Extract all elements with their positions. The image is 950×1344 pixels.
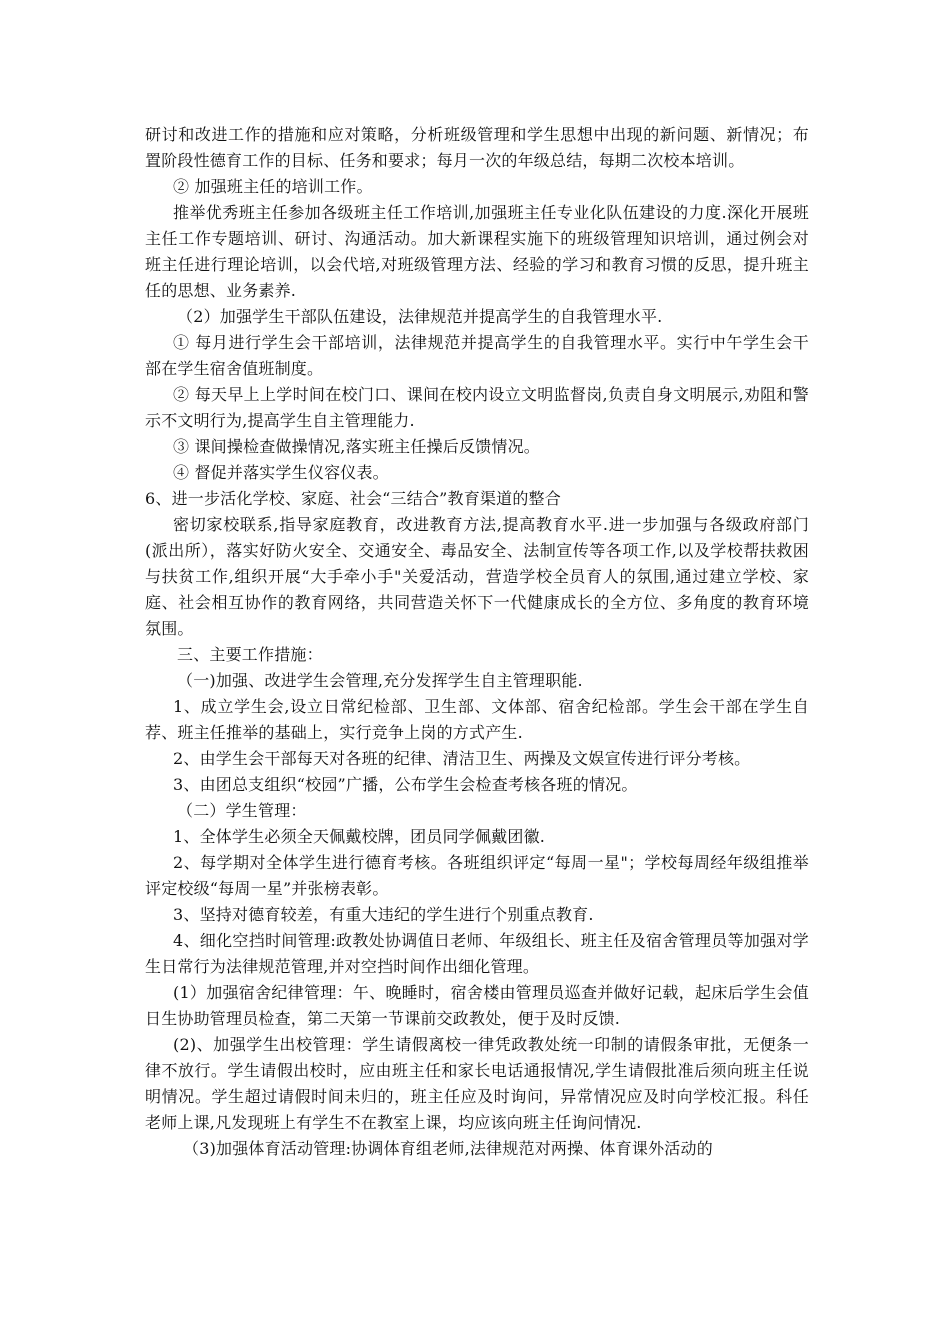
paragraph-union-item-1: 1、成立学生会,设立日常纪检部、卫生部、文体部、宿舍纪检部。学生会干部在学生自荐、班主任推举的基础上，实行竞争上岗的方式产生.: [145, 697, 809, 742]
section-heading-measures: 三、主要工作措施：: [177, 645, 323, 664]
subheading-student-management: （二）学生管理：: [177, 801, 307, 820]
paragraph-meeting-continuation: 研讨和改进工作的措施和应对策略，分析班级管理和学生思想中出现的新问题、新情况；布置阶段性德育工作的目标、任务和要求；每月一次的年级总结，每期二次校本培训。: [145, 125, 809, 170]
paragraph-union-item-3: 3、由团总支组织“校园”广播，公布学生会检查考核各班的情况。: [173, 775, 638, 794]
paragraph-union-item-2: 2、由学生会干部每天对各班的纪律、清洁卫生、两操及文娱宣传进行评分考核。: [173, 749, 751, 768]
paragraph-leave-management: (2)、加强学生出校管理：学生请假离校一律凭政教处统一印制的请假条审批，无便条一律不放行。学生请假出校时，应由班主任和家长电话通报情况,学生请假批准后须向班主任说明情况。学生超过请假时间未归的，班主任应及时询问，异常情况应及时向学校汇报。科任老师上课,凡发现班上有学生不在教室上课，均应该向班主任询问情况.: [145, 1035, 809, 1132]
paragraph-student-cadre-heading: （2）加强学生干部队伍建设，法律规范并提高学生的自我管理水平.: [177, 307, 663, 326]
paragraph-sports-management: （3)加强体育活动管理:协调体育组老师,法律规范对两操、体育课外活动的: [183, 1139, 713, 1158]
paragraph-management-item-3: 3、坚持对德育较差，有重大违纪的学生进行个别重点教育.: [173, 905, 594, 924]
paragraph-cadre-item-4: ④ 督促并落实学生仪容仪表。: [173, 463, 389, 482]
paragraph-management-item-2: 2、每学期对全体学生进行德育考核。各班组织评定“每周一星"；学校每周经年级组推举评定校级“每周一星”并张榜表彰。: [145, 853, 809, 898]
document-body: [145, 122, 809, 1162]
paragraph-cadre-item-3: ③ 课间操检查做操情况,落实班主任操后反馈情况。: [173, 437, 540, 456]
paragraph-cadre-item-2: ② 每天早上上学时间在校门口、课间在校内设立文明监督岗,负责自身文明展示,劝阻和警示不文明行为,提高学生自主管理能力.: [145, 385, 809, 430]
paragraph-teacher-training: 推举优秀班主任参加各级班主任工作培训,加强班主任专业化队伍建设的力度.深化开展班主任工作专题培训、研讨、沟通活动。加大新课程实施下的班级管理知识培训，通过例会对班主任进行理论培训，以会代培,对班级管理方法、经验的学习和教育习惯的反思，提升班主任的思想、业务素养.: [145, 203, 809, 300]
paragraph-management-item-4: 4、细化空挡时间管理:政教处协调值日老师、年级组长、班主任及宿舍管理员等加强对学生日常行为法律规范管理,并对空挡时间作出细化管理。: [145, 931, 809, 976]
paragraph-cadre-item-1: ① 每月进行学生会干部培训，法律规范并提高学生的自我管理水平。实行中午学生会干部在学生宿舍值班制度。: [145, 333, 809, 378]
section-heading-6: 6、进一步活化学校、家庭、社会“三结合”教育渠道的整合: [145, 489, 561, 508]
paragraph-management-item-1: 1、全体学生必须全天佩戴校牌，团员同学佩戴团徽.: [173, 827, 546, 846]
paragraph-teacher-training-heading: ② 加强班主任的培训工作。: [173, 177, 373, 196]
paragraph-dorm-management: (1）加强宿舍纪律管理：午、晚睡时，宿舍楼由管理员巡查并做好记载，起床后学生会值日生协助管理员检查，第二天第一节课前交政教处，便于及时反馈.: [145, 983, 809, 1028]
paragraph-home-school: 密切家校联系,指导家庭教育，改进教育方法,提高教育水平.进一步加强与各级政府部门(派出所），落实好防火安全、交通安全、毒品安全、法制宣传等各项工作,以及学校帮扶救困与扶贫工作,组织开展“大手牵小手"关爱活动，营造学校全员育人的氛围,通过建立学校、家庭、社会相互协作的教育网络，共同营造关怀下一代健康成长的全方位、多角度的教育环境氛围。: [145, 515, 809, 638]
subheading-student-union: （一)加强、改进学生会管理,充分发挥学生自主管理职能.: [177, 671, 583, 690]
